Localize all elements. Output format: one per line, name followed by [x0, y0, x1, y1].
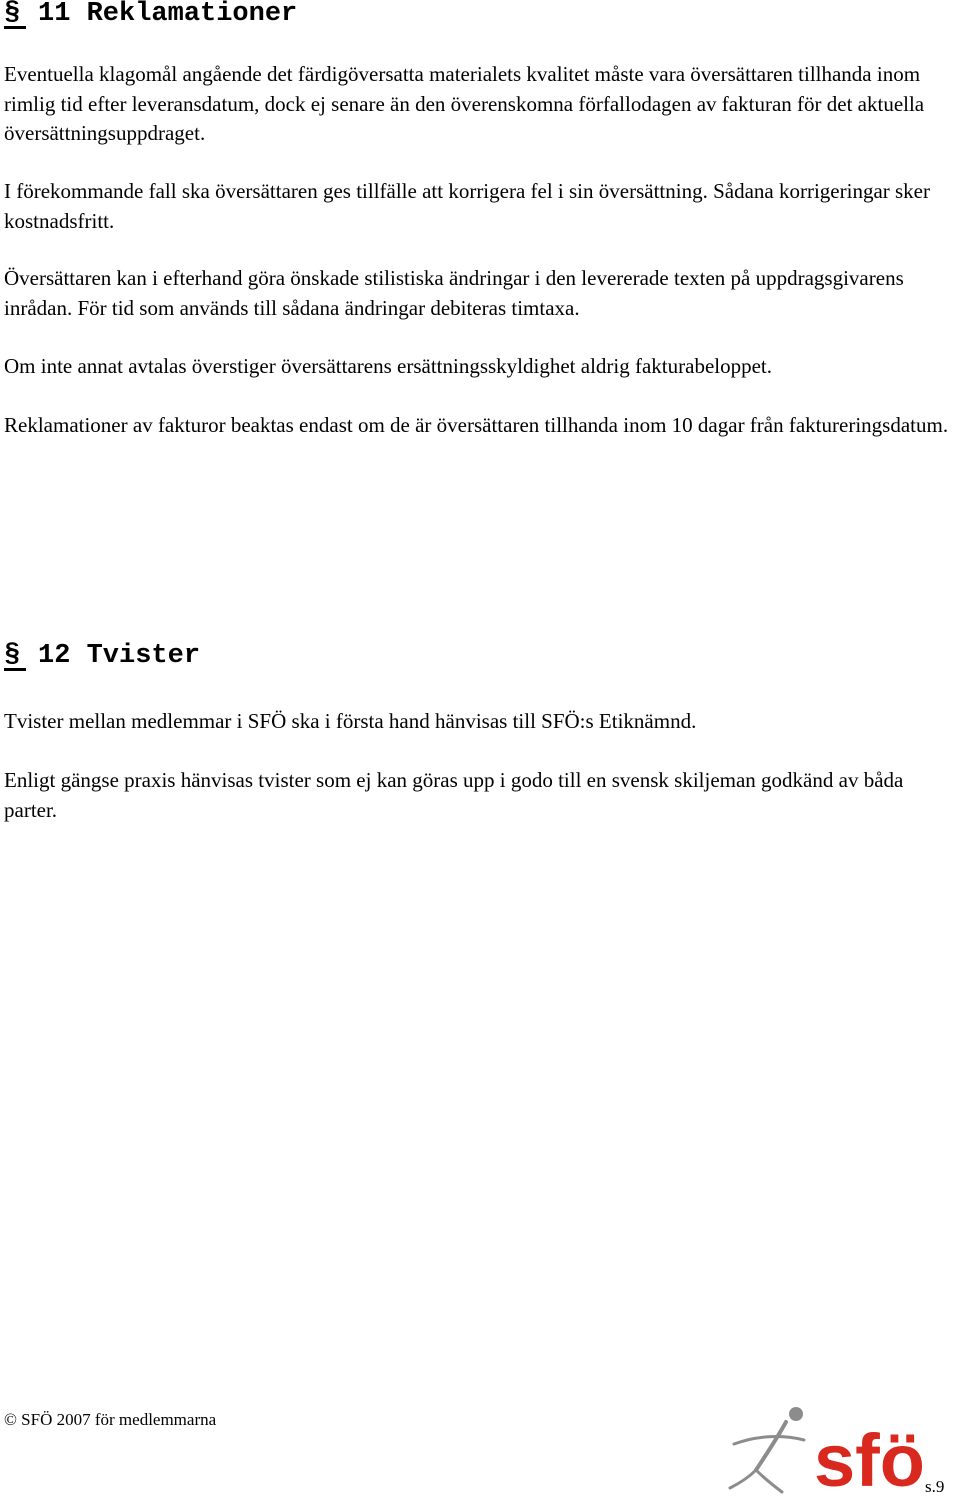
- paragraph: Tvister mellan medlemmar i SFÖ ska i första hand hänvisas till SFÖ:s Etiknämnd.: [4, 709, 697, 733]
- section-11-heading: [4, 0, 297, 29]
- paragraph: Reklamationer av fakturor beaktas endast om de är översättaren tillhanda inom 10 dagar från faktureringsdatum.: [4, 413, 949, 437]
- paragraph: Enligt gängse praxis hänvisas tvister som ej kan göras upp i godo till en svensk skiljeman godkänd av båda parter.: [4, 768, 904, 822]
- footer-copyright: © SFÖ 2007 för medlemmarna: [4, 1410, 217, 1429]
- paragraph: Översättaren kan i efterhand göra önskade stilistiska ändringar i den levererade texten på uppdragsgivarens inrådan. För tid som används till sådana ändringar debiteras timtaxa.: [4, 266, 904, 320]
- logo-wordmark: sfö: [814, 1419, 925, 1496]
- paragraph: I förekommande fall ska översättaren ges tillfälle att korrigera fel i sin översättning. Sådana korrigeringar sker kostnadsfritt.: [4, 179, 930, 233]
- logo-figure-leg: [756, 1470, 782, 1492]
- paragraph: Eventuella klagomål angående det färdigöversatta materialets kvalitet måste vara översättaren tillhanda inom rimlig tid efter leveransdatum, dock ej senare än den överenskomna förfallodagen av fakturan för det aktuella översättningsuppdraget.: [4, 62, 925, 145]
- logo-figure-body: [756, 1422, 786, 1470]
- page-number: s.9: [925, 1477, 945, 1496]
- paragraph: Om inte annat avtalas överstiger översättarens ersättningsskyldighet aldrig fakturabeloppet.: [4, 354, 773, 378]
- sfo-logo: [726, 1400, 926, 1496]
- section-title: 11 Reklamationer: [38, 0, 298, 29]
- section-title: 12 Tvister: [38, 641, 201, 671]
- section-sign: §: [4, 644, 26, 671]
- section-sign: §: [4, 2, 26, 29]
- logo-figure-leg: [730, 1470, 756, 1488]
- logo-figure-arm: [734, 1437, 804, 1444]
- logo-figure-head: [789, 1407, 803, 1421]
- section-12-heading: [4, 642, 200, 671]
